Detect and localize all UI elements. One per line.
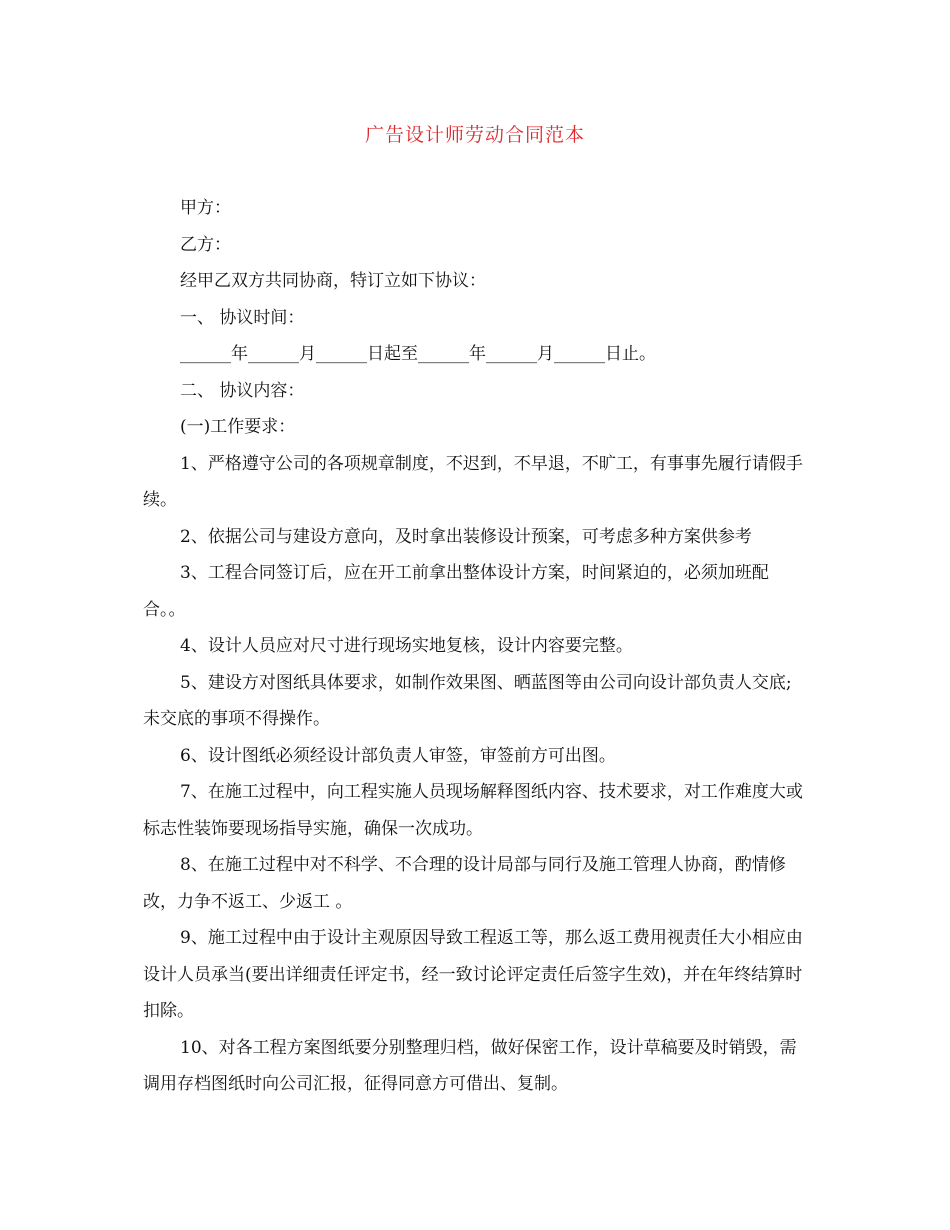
paragraph-preamble: 经甲乙双方共同协商，特订立如下协议： <box>180 271 486 291</box>
paragraph-party-b: 乙方： <box>180 234 231 255</box>
clause-4: 4、设计人员应对尺寸进行现场实地复核，设计内容要完整。 <box>180 636 633 656</box>
clause-8: 8、在施工过程中对不科学、不合理的设计局部与同行及施工管理人协商，酌情修改，力争不返工、少返工 。 <box>143 855 786 912</box>
clause-10: 10、对各工程方案图纸要分别整理归档，做好保密工作，设计草稿要及时销毁，需调用存档图纸时向公司汇报，征得同意方可借出、复制。 <box>143 1037 797 1094</box>
document-title: 广告设计师劳动合同范本 <box>364 124 585 146</box>
document-body <box>143 190 807 1103</box>
clause-6: 6、设计图纸必须经设计部负责人审签，审签前方可出图。 <box>180 745 616 766</box>
clause-7: 7、在施工过程中，向工程实施人员现场解释图纸内容、技术要求，对工作难度大或标志性装饰要现场指导实施，确保一次成功。 <box>143 782 803 839</box>
clause-3: 3、工程合同签订后，应在开工前拿出整体设计方案，时间紧迫的，必须加班配合。。 <box>143 563 769 620</box>
clause-2: 2、依据公司与建设方意向，及时拿出装修设计预案，可考虑多种方案供参考 <box>180 526 752 547</box>
section-heading-term: 一、 协议时间： <box>180 307 305 328</box>
paragraph-term-dates: ______年______月______日起至______年______月______日止。 <box>180 344 656 364</box>
clause-1: 1、严格遵守公司的各项规章制度，不迟到，不早退，不旷工，有事事先履行请假手续。 <box>143 453 803 510</box>
clause-9: 9、施工过程中由于设计主观原因导致工程返工等，那么返工费用视责任大小相应由设计人员承当(要出详细责任评定书，经一致讨论评定责任后签字生效)，并在年终结算时扣除。 <box>143 928 803 1021</box>
clause-5: 5、建设方对图纸具体要求，如制作效果图、晒蓝图等由公司向设计部负责人交底;未交底的事项不得操作。 <box>143 672 792 729</box>
paragraph-party-a: 甲方： <box>180 198 231 218</box>
section-heading-content: 二、 协议内容： <box>180 380 305 401</box>
subsection-heading-requirements: (一)工作要求： <box>180 417 296 437</box>
